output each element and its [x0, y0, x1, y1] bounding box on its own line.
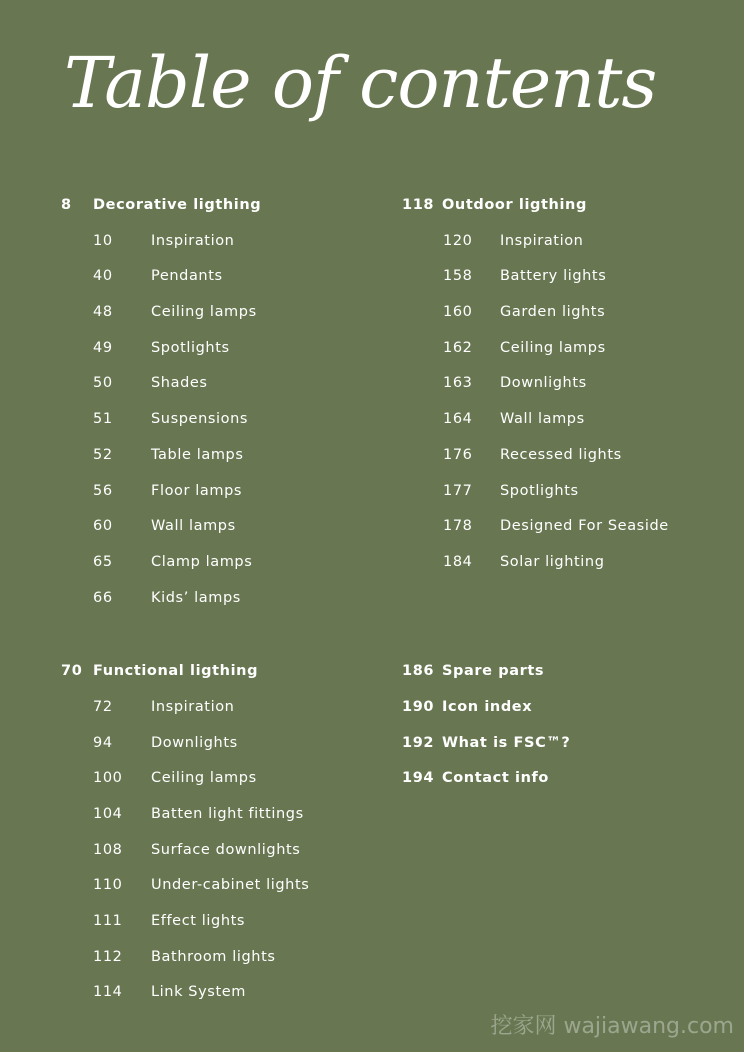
entry-label: Downlights	[500, 375, 587, 392]
section-page-number: 8	[61, 197, 72, 213]
watermark: 挖家网 wajiawang.com	[490, 1014, 734, 1039]
section-title: Icon index	[442, 698, 533, 715]
section-page-number: 190	[402, 698, 435, 715]
section-page-number: 192	[402, 734, 435, 751]
entry-page-number: 163	[443, 375, 473, 392]
section-heading[interactable]	[0, 761, 744, 797]
section-title: Spare parts	[442, 663, 545, 680]
entry-page-number: 65	[93, 553, 113, 570]
entry-page-number: 40	[93, 268, 113, 285]
entry-label: Spotlights	[151, 339, 230, 356]
toc-entry[interactable]	[0, 438, 744, 474]
entry-label: Inspiration	[151, 232, 235, 249]
entry-page-number: 177	[443, 482, 473, 499]
toc-entry[interactable]	[0, 545, 744, 581]
section-title: Outdoor ligthing	[442, 197, 587, 213]
entry-label: Wall lamps	[500, 411, 585, 428]
toc-entry[interactable]	[0, 868, 372, 904]
entry-page-number: 48	[93, 304, 113, 321]
entry-page-number: 114	[93, 984, 123, 1001]
entry-page-number: 164	[443, 411, 473, 428]
toc-entry[interactable]	[0, 975, 372, 1011]
entry-page-number: 72	[93, 698, 113, 715]
page-title: Table of contents	[64, 42, 657, 124]
section-heading[interactable]	[0, 188, 744, 224]
section-title: Functional ligthing	[93, 663, 259, 680]
entry-page-number: 110	[93, 877, 123, 894]
entry-label: Bathroom lights	[151, 948, 276, 965]
entry-label: Ceiling lamps	[151, 770, 257, 787]
entry-label: Designed For Seaside	[500, 518, 669, 535]
section-title: What is FSC™?	[442, 734, 571, 751]
entry-label: Suspensions	[151, 411, 249, 428]
entry-label: Solar lighting	[500, 553, 605, 570]
entry-page-number: 50	[93, 375, 113, 392]
entry-label: Kids’ lamps	[151, 589, 241, 606]
section-page-number: 186	[402, 663, 435, 680]
entry-page-number: 94	[93, 734, 113, 751]
entry-label: Shades	[151, 375, 208, 392]
entry-label: Under-cabinet lights	[151, 877, 310, 894]
entry-page-number: 108	[93, 841, 123, 858]
entry-label: Batten light fittings	[151, 806, 304, 822]
entry-page-number: 49	[93, 339, 113, 356]
toc-entry[interactable]	[0, 331, 744, 367]
entry-page-number: 51	[93, 411, 113, 428]
entry-page-number: 112	[93, 948, 123, 965]
toc-entry[interactable]	[0, 833, 372, 869]
section-heading[interactable]	[0, 690, 744, 726]
toc-entry[interactable]	[0, 295, 744, 331]
toc-entry[interactable]	[0, 224, 744, 260]
entry-page-number: 162	[443, 339, 473, 356]
entry-label: Link System	[151, 984, 246, 1001]
entry-page-number: 60	[93, 518, 113, 535]
section-page-number: 118	[402, 197, 435, 213]
entry-label: Floor lamps	[151, 482, 243, 499]
entry-label: Downlights	[151, 734, 238, 751]
entry-page-number: 66	[93, 589, 113, 606]
entry-label: Wall lamps	[151, 518, 236, 535]
entry-page-number: 100	[93, 770, 123, 787]
toc-entry[interactable]	[0, 509, 744, 545]
section-page-number: 70	[61, 663, 83, 680]
entry-label: Effect lights	[151, 913, 246, 930]
toc-entry[interactable]	[0, 474, 744, 510]
entry-label: Garden lights	[500, 304, 606, 321]
right-column	[0, 188, 744, 797]
entry-page-number: 158	[443, 268, 473, 285]
entry-label: Ceiling lamps	[500, 339, 606, 356]
section-page-number: 194	[402, 770, 435, 787]
entry-label: Clamp lamps	[151, 553, 253, 570]
entry-label: Inspiration	[151, 698, 235, 715]
section-heading[interactable]	[0, 654, 744, 690]
entry-label: Table lamps	[151, 446, 244, 463]
entry-page-number: 160	[443, 304, 473, 321]
entry-page-number: 111	[93, 913, 123, 930]
entry-page-number: 10	[93, 232, 113, 249]
entry-page-number: 176	[443, 446, 473, 463]
entry-page-number: 104	[93, 806, 123, 822]
entry-label: Surface downlights	[151, 841, 301, 858]
entry-page-number: 120	[443, 232, 473, 249]
entry-label: Ceiling lamps	[151, 304, 257, 321]
entry-label: Recessed lights	[500, 446, 622, 463]
section-title: Contact info	[442, 770, 549, 787]
section-extras	[0, 654, 744, 797]
entry-page-number: 56	[93, 482, 113, 499]
toc-entry[interactable]	[0, 940, 372, 976]
entry-label: Battery lights	[500, 268, 607, 285]
entry-page-number: 184	[443, 553, 473, 570]
entry-label: Pendants	[151, 268, 223, 285]
entry-label: Spotlights	[500, 482, 579, 499]
entry-page-number: 52	[93, 446, 113, 463]
section-outdoor-lighting	[0, 188, 744, 581]
toc-entry[interactable]	[0, 904, 372, 940]
toc-entry[interactable]	[0, 402, 744, 438]
entry-label: Inspiration	[500, 232, 584, 249]
section-heading[interactable]	[0, 726, 744, 762]
toc-entry[interactable]	[0, 366, 744, 402]
section-title: Decorative ligthing	[93, 197, 262, 213]
toc-entry[interactable]	[0, 797, 372, 833]
toc-entry[interactable]	[0, 259, 744, 295]
entry-page-number: 178	[443, 518, 473, 535]
